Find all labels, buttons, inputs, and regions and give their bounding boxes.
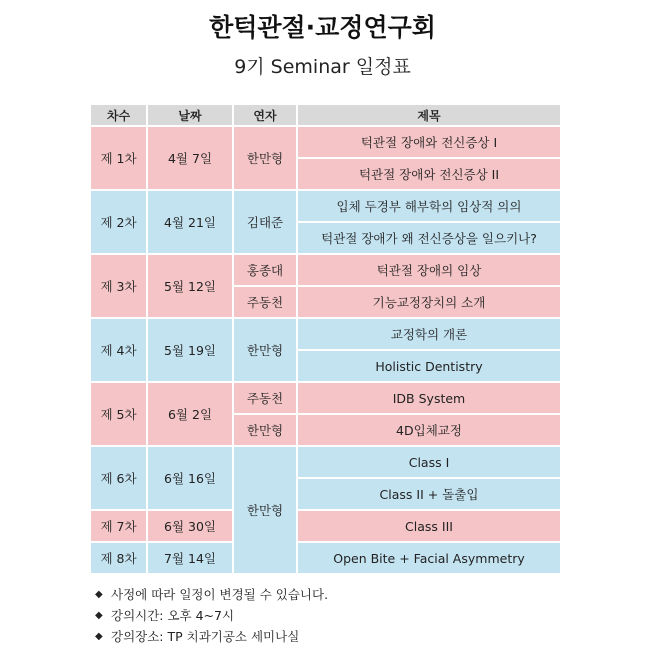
note-item — [95, 605, 328, 626]
date-cell: 4월 21일 — [147, 190, 233, 254]
header-speaker: 연자 — [233, 104, 297, 126]
table-row — [90, 318, 561, 350]
topic-cell: Class III — [297, 510, 561, 542]
note-text: 사정에 따라 일정이 변경될 수 있습니다. — [111, 587, 329, 602]
speaker-cell: 주동천 — [233, 382, 297, 414]
diamond-bullet-icon: ◆ — [95, 589, 103, 600]
header-date: 날짜 — [147, 104, 233, 126]
date-cell: 4월 7일 — [147, 126, 233, 190]
session-cell: 제 5차 — [90, 382, 147, 446]
table-row — [90, 542, 561, 574]
note-text: 강의장소: TP 치과기공소 세미나실 — [111, 629, 300, 644]
diamond-bullet-icon: ◆ — [95, 610, 103, 621]
header-session: 차수 — [90, 104, 147, 126]
speaker-cell: 주동천 — [233, 286, 297, 318]
table-row — [90, 190, 561, 222]
diamond-bullet-icon: ◆ — [95, 631, 103, 642]
session-cell: 제 6차 — [90, 446, 147, 510]
topic-cell: 턱관절 장애가 왜 전신증상을 일으키나? — [297, 222, 561, 254]
topic-cell: Class I — [297, 446, 561, 478]
speaker-cell: 홍종대 — [233, 254, 297, 286]
page-subtitle: 9기 Seminar 일정표 — [234, 56, 411, 78]
topic-cell: Class II + 돌출입 — [297, 478, 561, 510]
table-header-row — [90, 104, 561, 126]
date-cell: 5월 12일 — [147, 254, 233, 318]
topic-cell: IDB System — [297, 382, 561, 414]
notes-list — [95, 584, 328, 647]
table-row — [90, 382, 561, 414]
date-cell: 6월 30일 — [147, 510, 233, 542]
note-text: 강의시간: 오후 4~7시 — [111, 608, 235, 623]
table-row — [90, 126, 561, 158]
page-title: 한턱관절·교정연구회 — [209, 13, 436, 42]
speaker-cell: 한만형 — [233, 126, 297, 190]
session-cell: 제 7차 — [90, 510, 147, 542]
speaker-cell: 한만형 — [233, 318, 297, 382]
session-cell: 제 4차 — [90, 318, 147, 382]
date-cell: 6월 2일 — [147, 382, 233, 446]
topic-cell: 4D입체교정 — [297, 414, 561, 446]
speaker-cell: 한만형 — [233, 414, 297, 446]
topic-cell: 턱관절 장애와 전신증상 I — [297, 126, 561, 158]
session-cell: 제 8차 — [90, 542, 147, 574]
topic-cell: 교정학의 개론 — [297, 318, 561, 350]
speaker-cell-shared: 한만형 — [233, 446, 297, 574]
topic-cell: Holistic Dentistry — [297, 350, 561, 382]
topic-cell: 기능교정장치의 소개 — [297, 286, 561, 318]
session-cell: 제 3차 — [90, 254, 147, 318]
topic-cell: 턱관절 장애의 임상 — [297, 254, 561, 286]
seminar-schedule-table — [89, 103, 562, 575]
topic-cell: 입체 두경부 해부학의 임상적 의의 — [297, 190, 561, 222]
note-item — [95, 626, 328, 647]
topic-cell: 턱관절 장애와 전신증상 II — [297, 158, 561, 190]
speaker-cell: 김태준 — [233, 190, 297, 254]
table-row — [90, 510, 561, 542]
topic-cell: Open Bite + Facial Asymmetry — [297, 542, 561, 574]
header-topic: 제목 — [297, 104, 561, 126]
date-cell: 7월 14일 — [147, 542, 233, 574]
session-cell: 제 1차 — [90, 126, 147, 190]
session-cell: 제 2차 — [90, 190, 147, 254]
date-cell: 6월 16일 — [147, 446, 233, 510]
note-item — [95, 584, 328, 605]
table-row — [90, 446, 561, 478]
date-cell: 5월 19일 — [147, 318, 233, 382]
table-row — [90, 254, 561, 286]
